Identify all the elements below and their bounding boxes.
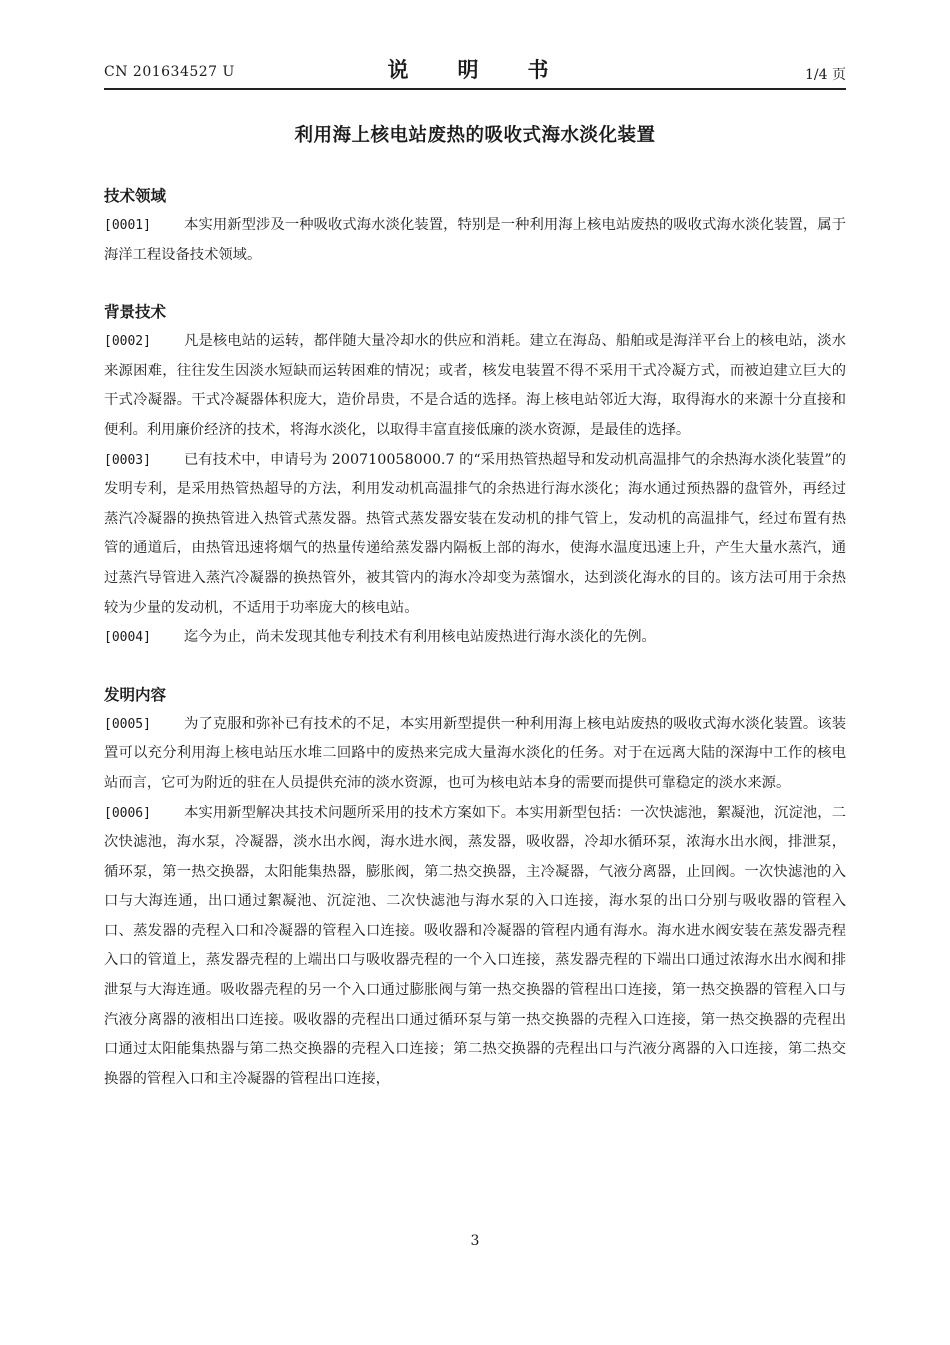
paragraph — [104, 799, 846, 1095]
document-title: 利用海上核电站废热的吸收式海水淡化装置 — [294, 125, 656, 146]
paragraph — [104, 327, 846, 445]
section-background — [104, 297, 846, 653]
section-technical-field — [104, 181, 846, 270]
page-number: 3 — [470, 1233, 480, 1249]
section-heading: 技术领域 — [104, 187, 167, 205]
paragraph-number: [0001] — [104, 218, 151, 233]
paragraph — [104, 446, 846, 624]
paragraph-number: [0003] — [104, 452, 151, 468]
section-invention-content — [104, 680, 846, 1095]
paragraph-number: [0005] — [104, 716, 151, 732]
paragraph — [104, 623, 846, 653]
paragraph-text: 为了克服和弥补已有技术的不足，本实用新型提供一种利用海上核电站废热的吸收式海水淡化装置。该装置可以充分利用海上核电站压水堆二回路中的废热来完成大量海水淡化的任务。对于在远离大陆的深海中工作的核电站而言，它可为附近的驻在人员提供充沛的淡水资源，也可为核电站本身的需要而提供可靠稳定的淡水来源。 — [104, 715, 846, 791]
paragraph-text: 已有技术中，申请号为 200710058000.7 的“采用热管热超导和发动机高温排气的余热海水淡化装置”的发明专利，是采用热管热超导的方法，利用发动机高温排气的余热进行海水淡化；海水通过预热器的盘管外，再经过蒸汽冷凝器的换热管进入热管式蒸发器。热管式蒸发器安装在发动机的排气管上，发动机的高温排气，经过布置有热管的通道后，由热管迅速将烟气的热量传递给蒸发器内隔板上部的海水，使海水温度迅速上升，产生大量水蒸汽，通过蒸汽导管进入蒸汽冷凝器的换热管外，被其管内的海水冷却变为蒸馏水，达到淡化海水的目的。该方法可用于余热较为少量的发动机，不适用于功率庞大的核电站。 — [104, 451, 846, 616]
paragraph-number: [0006] — [104, 805, 151, 821]
paragraph — [104, 211, 846, 270]
paragraph-text: 迄今为止，尚未发现其他专利技术有利用核电站废热进行海水淡化的先例。 — [184, 629, 656, 646]
paragraph-text: 本实用新型解决其技术问题所采用的技术方案如下。本实用新型包括：一次快滤池，絮凝池，沉淀池，二次快滤池，海水泵，冷凝器，淡水出水阀，海水进水阀，蒸发器，吸收器，冷却水循环泵，浓海水出水阀，排泄泵，循环泵，第一热交换器，太阳能集热器，膨胀阀，第二热交换器，主冷凝器，气液分离器，止回阀。一次快滤池的入口与大海连通，出口通过絮凝池、沉淀池、二次快滤池与海水泵的入口连接，海水泵的出口分别与吸收器的管程入口、蒸发器的壳程入口和冷凝器的管程入口连接。吸收器和冷凝器的管程内通有海水。海水进水阀安装在蒸发器壳程入口的管道上，蒸发器壳程的上端出口与吸收器壳程的一个入口连接，蒸发器壳程的下端出口通过浓海水出水阀和排泄泵与大海连通。吸收器壳程的另一个入口通过膨胀阀与第一热交换器的管程出口连接，第一热交换器的管程入口与汽液分离器的液相出口连接。吸收器的壳程出口通过循环泵与第一热交换器的壳程入口连接，第一热交换器的壳程出口通过太阳能集热器与第二热交换器的壳程入口连接；第二热交换器的壳程出口与汽液分离器的入口连接，第二热交换器的管程入口和主冷凝器的管程出口连接， — [104, 804, 846, 1087]
page-header — [104, 52, 846, 88]
page-indicator: 1/4 页 — [805, 67, 846, 83]
paragraph-text: 凡是核电站的运转，都伴随大量冷却水的供应和消耗。建立在海岛、船舶或是海洋平台上的核电站，淡水来源困难，往往发生因淡水短缺而运转困难的情况；或者，核发电装置不得不采用干式冷凝方式，而被迫建立巨大的干式冷凝器。干式冷凝器体积庞大，造价昂贵，不是合适的选择。海上核电站邻近大海，取得海水的来源十分直接和便利。利用廉价经济的技术，将海水淡化，以取得丰富直接低廉的淡水资源，是最佳的选择。 — [104, 333, 846, 438]
paragraph — [104, 710, 846, 799]
section-heading: 发明内容 — [104, 685, 167, 704]
paragraph-number: [0004] — [104, 630, 151, 646]
header-rule — [104, 88, 846, 90]
document-body — [104, 181, 846, 1094]
document-number: CN 201634527 U — [104, 64, 235, 80]
section-heading: 背景技术 — [104, 303, 167, 322]
paragraph-number: [0002] — [104, 334, 151, 350]
document-type: 说 明 书 — [387, 58, 563, 82]
paragraph-text: 本实用新型涉及一种吸收式海水淡化装置，特别是一种利用海上核电站废热的吸收式海水淡化装置，属于海洋工程设备技术领域。 — [104, 217, 846, 263]
